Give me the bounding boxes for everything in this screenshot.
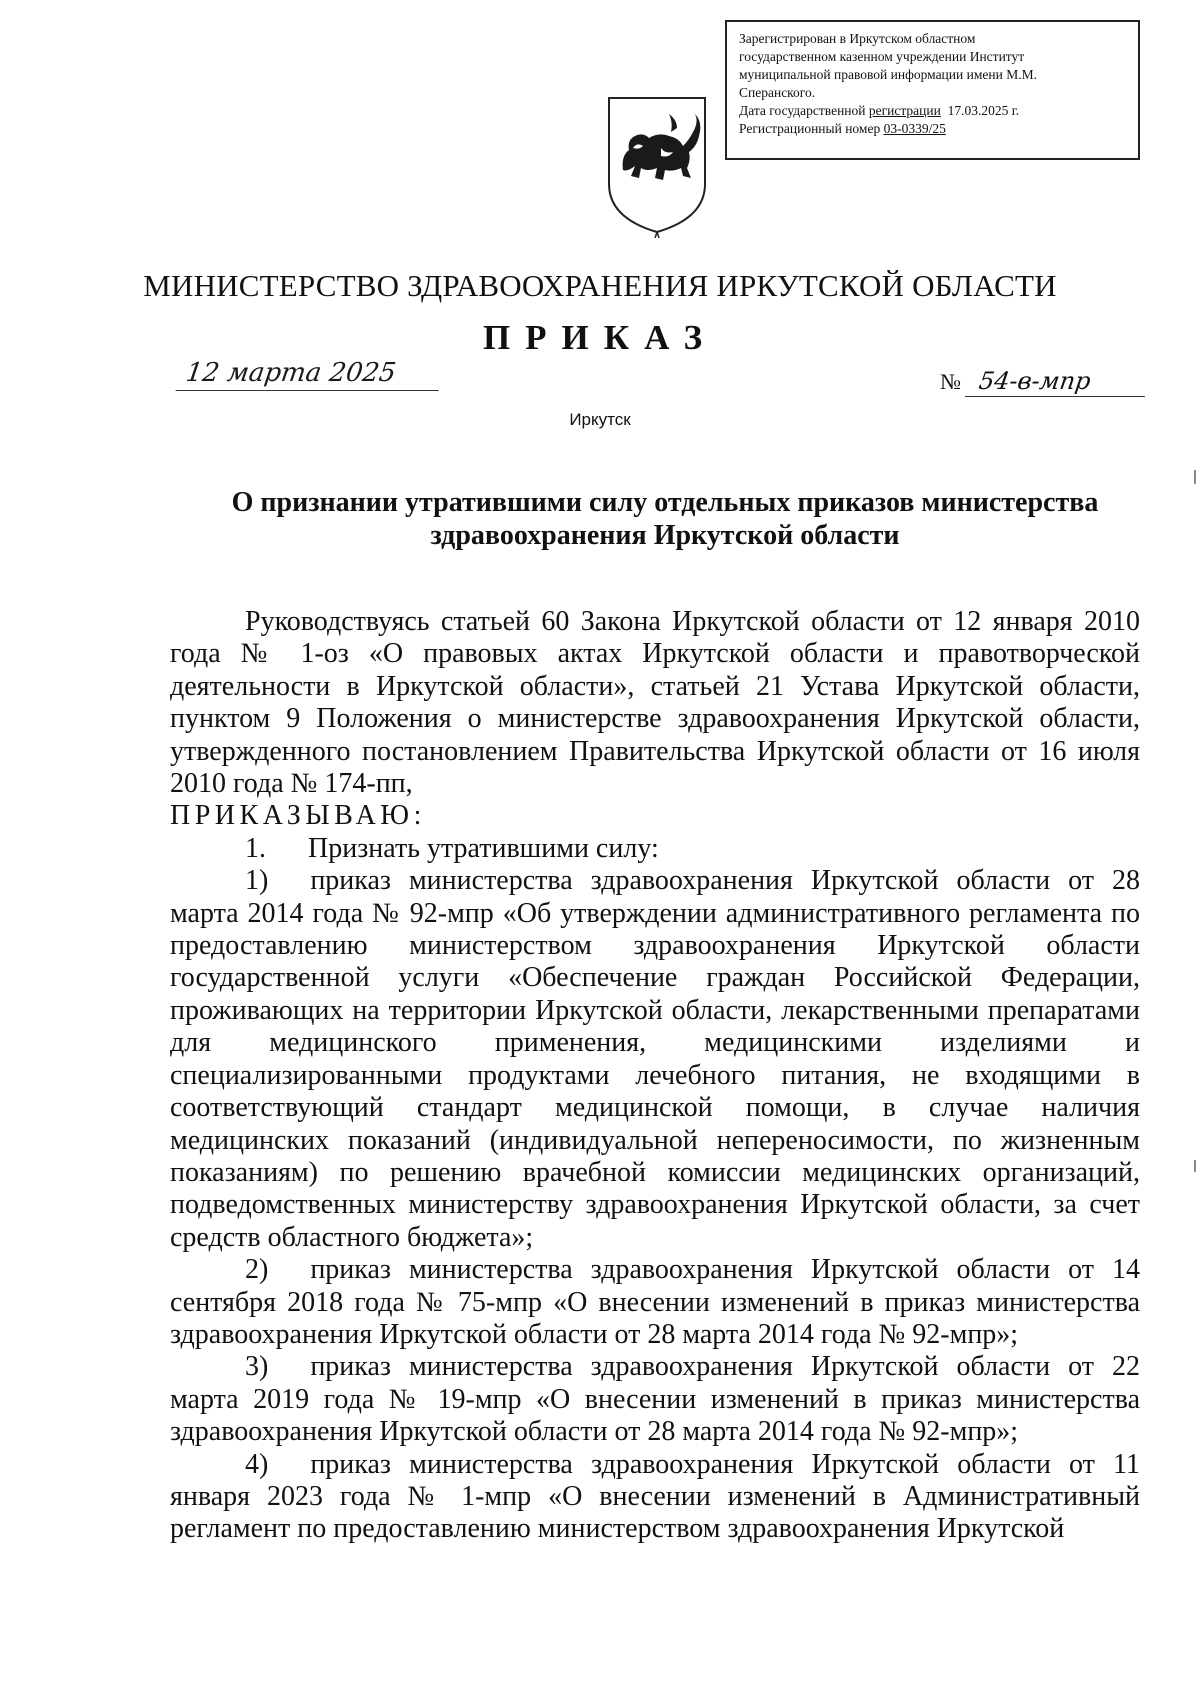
document-body xyxy=(170,606,1140,1546)
stamp-number-value: 03-0339/25 xyxy=(883,121,946,136)
stamp-line: Зарегистрирован в Иркутском областном xyxy=(739,31,976,46)
scan-mark xyxy=(1194,1160,1196,1172)
stamp-date-label-underlined: регистрации xyxy=(868,103,941,118)
subpoint-4: 4) приказ министерства здравоохранения Иркутской области от 11 января 2023 года № 1-мпр «О внесении изменений в Административный регламент по предоставлению министерством здравоохранения Иркутской xyxy=(170,1448,1140,1545)
registration-stamp xyxy=(725,20,1140,160)
stamp-date-value: 17.03.2025 г. xyxy=(947,103,1020,118)
document-type: ПРИКАЗ xyxy=(482,318,718,357)
handwritten-date: 12 марта 2025 xyxy=(176,356,444,391)
order-number xyxy=(940,366,1147,397)
stamp-line: государственном казенном учреждении Институт xyxy=(739,49,1025,64)
stamp-date-label: Дата государственной xyxy=(739,103,866,118)
point-1: 1. Признать утратившими силу: xyxy=(245,832,659,864)
document-title: О признании утратившими силу отдельных приказов министерства здравоохранения Иркутской области xyxy=(231,487,1099,551)
subpoint-1: 1) приказ министерства здравоохранения Иркутской области от 28 марта 2014 года № 92-мпр «Об утверждении административного регламента по предоставлению министерством здравоохранения Иркутской области государственной услуги «Обеспечение граждан Российской Федерации, проживающих на территории Иркутской области, лекарственными препаратами для медицинского применения, медицинскими изделиями и специализированными продуктами лечебного питания, не входящими в соответствующий стандарт медицинской помощи, в случае наличия медицинских показаний (индивидуальной непереносимости, по жизненным показаниям) по решению врачебной комиссии медицинских организаций, подведомственных министерству здравоохранения Иркутской области, за счет средств областного бюджета»; xyxy=(170,865,1140,1253)
coat-of-arms-icon xyxy=(603,92,711,238)
stamp-registration-date xyxy=(739,102,1128,120)
handwritten-number: 54-в-мпр xyxy=(964,366,1148,397)
subpoint-2: 2) приказ министерства здравоохранения Иркутской области от 14 сентября 2018 года № 75-мпр «О внесении изменений в приказ министерства здравоохранения Иркутской области от 28 марта 2014 года № 92-мпр»; xyxy=(170,1254,1140,1350)
ministry-name: МИНИСТЕРСТВО ЗДРАВООХРАНЕНИЯ ИРКУТСКОЙ ОБЛАСТИ xyxy=(143,268,1057,303)
number-sign: № xyxy=(940,369,961,394)
stamp-line: муниципальной правовой информации имени М.М. xyxy=(739,67,1037,82)
scan-mark xyxy=(1194,470,1196,484)
city: Иркутск xyxy=(569,410,631,429)
stamp-registration-number xyxy=(739,120,1128,138)
preamble-paragraph: Руководствуясь статьей 60 Закона Иркутской области от 12 января 2010 года № 1-оз «О правовых актах Иркутской области и правотворческой деятельности в Иркутской области», статьей 21 Устава Иркутской области, пунктом 9 Положения о министерстве здравоохранения Иркутской области, утвержденного постановлением Правительства Иркутской области от 16 июля 2010 года № 174-пп, xyxy=(170,606,1140,800)
order-word: ПРИКАЗЫВАЮ: xyxy=(170,800,426,832)
stamp-line: Сперанского. xyxy=(739,85,816,100)
subpoint-3: 3) приказ министерства здравоохранения Иркутской области от 22 марта 2019 года № 19-мпр «О внесении изменений в приказ министерства здравоохранения Иркутской области от 28 марта 2014 года № 92-мпр»; xyxy=(170,1351,1140,1448)
stamp-number-label: Регистрационный номер xyxy=(739,121,881,136)
